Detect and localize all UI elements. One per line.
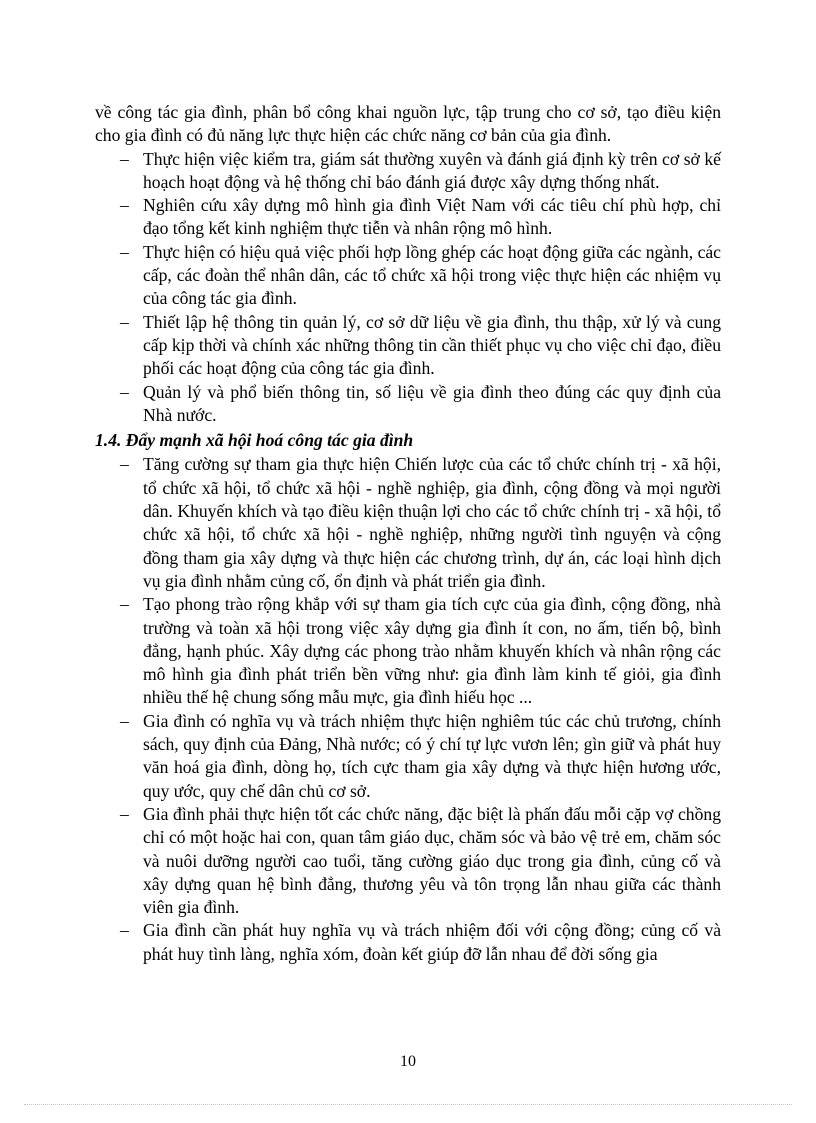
- list-item-text: Thực hiện có hiệu quả việc phối hợp lồng ghép các hoạt động giữa các ngành, các cấp, các đoàn thể nhân dân, các tổ chức xã hội trong việc thực hiện các nhiệm vụ của công tác gia đình.: [143, 241, 721, 309]
- list-item: [95, 381, 721, 428]
- page-body: [95, 101, 721, 966]
- list-item: [95, 803, 721, 919]
- list-item: [95, 311, 721, 381]
- list-item: [95, 241, 721, 311]
- continuation-paragraph: về công tác gia đình, phân bổ công khai nguồn lực, tập trung cho cơ sở, tạo điều kiện cho gia đình có đủ năng lực thực hiện các chức năng cơ bản của gia đình.: [95, 102, 721, 146]
- bullet-list-2: [95, 453, 721, 966]
- bullet-dash: –: [120, 710, 129, 731]
- list-item: [95, 148, 721, 195]
- bullet-dash: –: [120, 454, 129, 475]
- bullet-dash: –: [120, 241, 129, 262]
- page-number: 10: [400, 1053, 416, 1070]
- list-item-text: Tạo phong trào rộng khắp với sự tham gia tích cực của gia đình, cộng đồng, nhà trường và toàn xã hội trong việc xây dựng gia đình ít con, no ấm, tiến bộ, bình đẳng, hạnh phúc. Xây dựng các phong trào nhằm khuyến khích và nhân rộng các mô hình gia đình phát triển bền vững như: gia đình làm kinh tế giỏi, gia đình nhiều thế hệ chung sống mẫu mực, gia đình hiếu học ...: [143, 594, 721, 708]
- list-item-text: Tăng cường sự tham gia thực hiện Chiến lược của các tổ chức chính trị - xã hội, tổ chức xã hội, tổ chức xã hội - nghề nghiệp, gia đình, cộng đồng và mọi người dân. Khuyến khích và tạo điều kiện thuận lợi cho các tổ chức chính trị - xã hội, tổ chức xã hội, tổ chức xã hội - nghề nghiệp, những người tình nguyện và cộng đồng tham gia xây dựng và thực hiện các chương trình, dự án, các loại hình dịch vụ gia đình nhằm củng cố, ổn định và phát triển gia đình.: [143, 454, 721, 591]
- list-item: [95, 194, 721, 241]
- list-item-text: Quản lý và phổ biến thông tin, số liệu về gia đình theo đúng các quy định của Nhà nước.: [143, 381, 721, 425]
- list-item-text: Thiết lập hệ thông tin quản lý, cơ sở dữ liệu về gia đình, thu thập, xử lý và cung cấp kịp thời và chính xác những thông tin cần thiết phục vụ cho việc chỉ đạo, điều phối các hoạt động của công tác gia đình.: [143, 311, 721, 379]
- bullet-dash: –: [120, 381, 129, 402]
- list-item: [95, 919, 721, 966]
- list-item: [95, 593, 721, 709]
- bullet-dash: –: [120, 803, 129, 824]
- list-item: [95, 710, 721, 803]
- bullet-dash: –: [120, 594, 129, 615]
- list-item: [95, 453, 721, 593]
- list-item-text: Thực hiện việc kiểm tra, giám sát thường xuyên và đánh giá định kỳ trên cơ sở kế hoạch hoạt động và hệ thống chỉ báo đánh giá được xây dựng thống nhất.: [143, 148, 721, 192]
- list-item-text: Gia đình cần phát huy nghĩa vụ và trách nhiệm đối với cộng đồng; củng cố và phát huy tình làng, nghĩa xóm, đoàn kết giúp đỡ lẫn nhau để đời sống gia: [143, 920, 721, 964]
- bullet-dash: –: [120, 195, 129, 216]
- list-item-text: Gia đình có nghĩa vụ và trách nhiệm thực hiện nghiêm túc các chủ trương, chính sách, quy định của Đảng, Nhà nước; có ý chí tự lực vươn lên; gìn giữ và phát huy văn hoá gia đình, dòng họ, tích cực tham gia xây dựng và thực hiện hương ước, quy ước, quy chế dân chủ cơ sở.: [143, 710, 721, 801]
- bullet-list-1: [95, 148, 721, 428]
- footer-divider: [24, 1104, 792, 1105]
- bullet-dash: –: [120, 311, 129, 332]
- list-item-text: Gia đình phải thực hiện tốt các chức năng, đặc biệt là phấn đấu mỗi cặp vợ chồng chỉ có một hoặc hai con, quan tâm giáo dục, chăm sóc và bảo vệ trẻ em, chăm sóc và nuôi dưỡng người cao tuổi, tăng cường giáo dục trong gia đình, củng cố và xây dựng quan hệ bình đẳng, thương yêu và tôn trọng lẫn nhau giữa các thành viên gia đình.: [143, 803, 721, 918]
- bullet-dash: –: [120, 920, 129, 941]
- bullet-dash: –: [120, 148, 129, 169]
- list-item-text: Nghiên cứu xây dựng mô hình gia đình Việt Nam với các tiêu chí phù hợp, chỉ đạo tổng kết kinh nghiệm thực tiễn và nhân rộng mô hình.: [143, 195, 721, 239]
- section-heading: 1.4. Đẩy mạnh xã hội hoá công tác gia đình: [95, 430, 414, 451]
